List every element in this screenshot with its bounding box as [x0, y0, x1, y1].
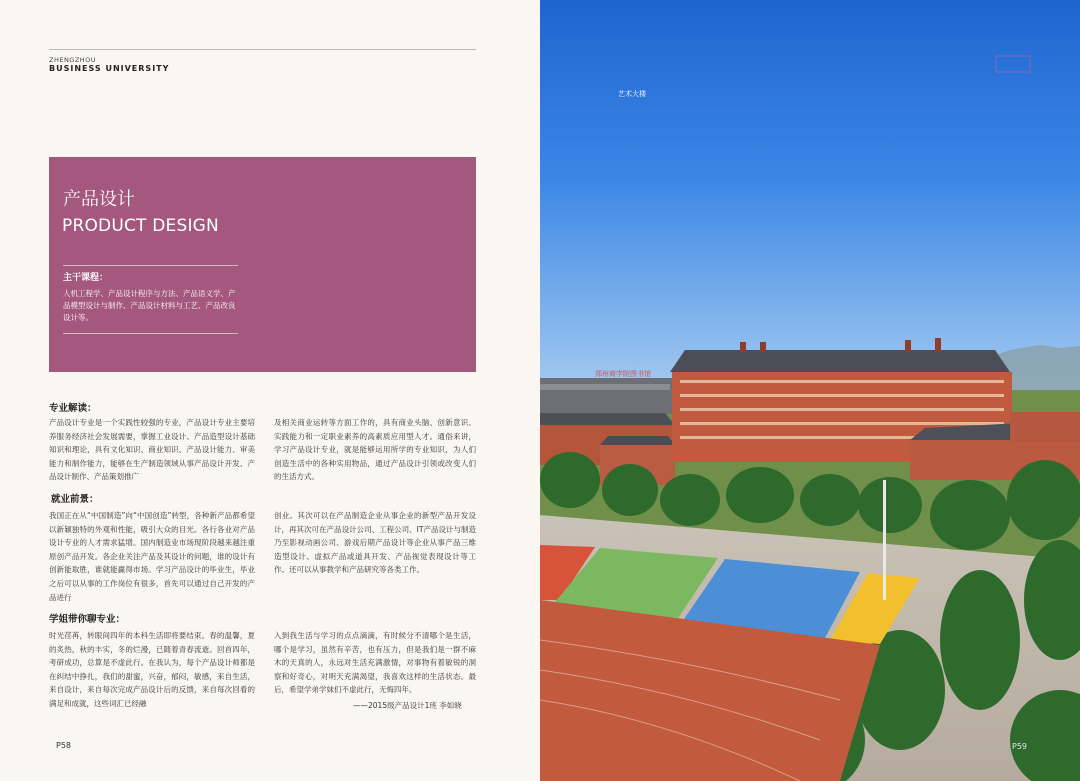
campus-photo-illustration	[540, 0, 1080, 781]
paragraph: 我国正在从“中国制造”向“中国创造”转型，各种新产品都希望以新颖独特的外观和性能，吸引大众的目光。各行各业对产品设计专业的人才需求猛增。国内制造业市场现阶段越来越注重原创产品开发。各企业关注产品及其设计的问题，谁的设计有创新能取胜，谁就能赢得市场。学习产品设计的毕业生，毕业之后可以从事的工作岗位有很多，首先可以通过自己开发的产品进行	[49, 511, 255, 602]
interpretation-col-1	[49, 416, 255, 484]
section-heading-senior-talk: 学姐带你聊专业：	[49, 614, 126, 625]
signature: ——2015级产品设计1班 李如晓	[353, 701, 462, 710]
page-number-right: P59	[1012, 742, 1028, 751]
hero-title-cn: 产品设计	[63, 189, 135, 210]
paragraph: 入到我生活与学习的点点滴滴，有时候分不清哪个是生活，哪个是学习，虽然有辛苦，也有压力，但是我们是一群不麻木的天真的人，永远对生活充满激情，对事物有着敏锐的洞察和好奇心，对明天充满渴望，我喜欢这样的生活状态。最后，希望学弟学妹们不虚此行，无悔四年。	[274, 631, 476, 695]
paragraph: 产品设计专业是一个实践性较强的专业，产品设计专业主要培养服务经济社会发展需要，掌握工业设计、产品造型设计基础知识和理论，具有文化知识、商业知识、产品设计能力、审美能力和制作能力，能够在生产制造领域从事产品设计开发、产品设计制作、产品策划推广	[49, 418, 255, 482]
interpretation-col-2	[274, 416, 476, 484]
paragraph: 及相关商业运转等方面工作的，具有商业头脑、创新意识、实践能力和一定职业素养的高素质应用型人才。通俗来讲，学习产品设计专业，就是能够运用所学的专业知识，为人们创造生活中的各种实用物品，通过产品设计引领或改变人们的生活方式。	[274, 418, 476, 482]
hero-divider-bottom	[63, 333, 238, 334]
senior-talk-col-1	[49, 629, 255, 711]
prospects-col-1	[49, 509, 255, 604]
section-heading-interpretation: 专业解读：	[49, 403, 97, 414]
prospects-col-2	[274, 509, 476, 577]
hero-box	[49, 157, 476, 372]
photo-caption: 艺术大楼	[618, 90, 646, 98]
paragraph: 创业。其次可以在产品制造企业从事企业的新型产品开发设计，再其次可在产品设计公司、工程公司、IT产品设计与制造乃至影视动画公司、游戏后期产品设计等企业从事产品三维造型设计、虚拟产品或道具开发、产品视觉表现设计等工作。还可以从事教学和产品研究等各类工作。	[274, 511, 476, 575]
building-sign: 郑州商学院图书馆	[595, 370, 651, 378]
hero-title-en: PRODUCT DESIGN	[62, 216, 219, 236]
core-courses-text: 人机工程学、产品设计程序与方法、产品语义学、产品模型设计与制作、产品设计材料与工艺、产品改良设计等。	[63, 289, 236, 322]
section-heading-prospects: 就业前景：	[51, 494, 99, 505]
senior-talk-col-2	[274, 629, 476, 697]
page-number-left: P58	[56, 741, 72, 750]
top-rule	[49, 49, 476, 50]
university-line-1: ZHENGZHOU	[49, 56, 97, 64]
university-line-2: BUSINESS UNIVERSITY	[49, 64, 170, 73]
core-courses-title: 主干课程：	[63, 273, 109, 283]
paragraph: 时光荏苒，转眼间四年的本科生活即将要结束。春的温馨，夏的炙热，秋的丰实，冬的烂漫，已随着青春流逝。回首四年，考研成功，总算是不虚此行。在我认为，每个产品设计师都是在纠结中挣扎，我们的甜蜜，兴奋，郁闷，敏感，来自生活，来自设计，来自每次完成产品设计后的反馈，来自每次回看的满足和成就，这些词汇已经融	[49, 631, 255, 708]
hero-divider-top	[63, 265, 238, 266]
campus-photo	[540, 0, 1080, 781]
